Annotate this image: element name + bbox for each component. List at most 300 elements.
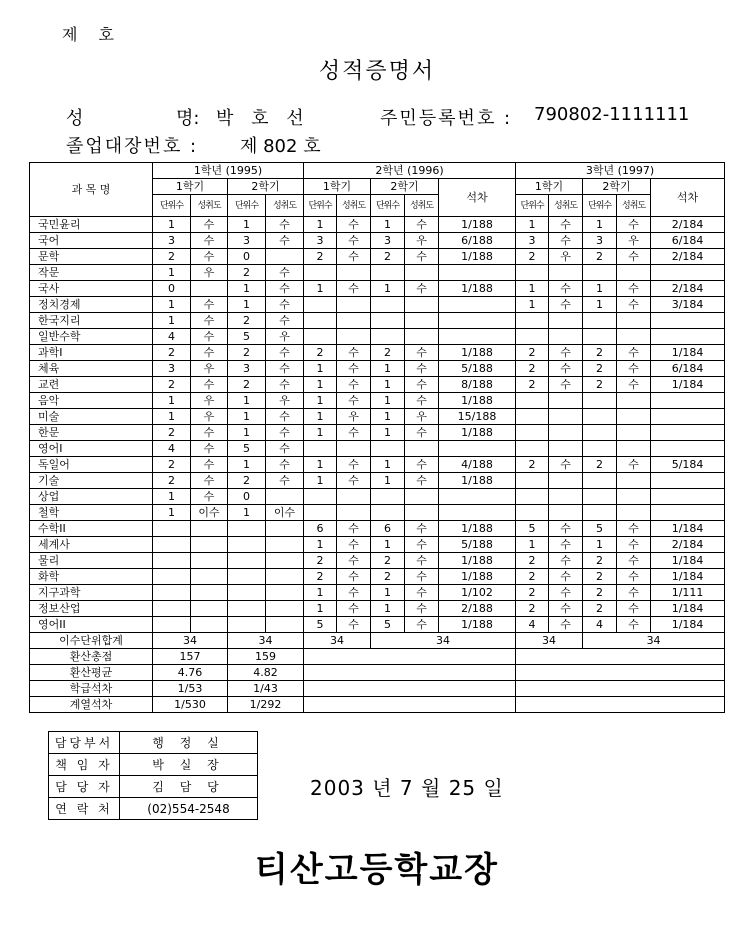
subject-name: 세계사 <box>30 537 153 553</box>
grade-cell: 수 <box>549 585 583 601</box>
rank-cell: 2/184 <box>651 249 725 265</box>
summary-row <box>30 697 725 713</box>
rank-cell: 1/188 <box>439 425 516 441</box>
rank-cell <box>439 329 516 345</box>
units-cell: 2 <box>516 361 549 377</box>
summary-label: 환산총점 <box>30 649 153 665</box>
grade-cell <box>405 265 439 281</box>
rank-cell: 1/184 <box>651 553 725 569</box>
grade-cell: 수 <box>549 217 583 233</box>
summary-value: 4.76 <box>153 665 228 681</box>
units-cell <box>516 409 549 425</box>
units-cell: 1 <box>153 505 191 521</box>
year-header: 2학년 (1996) <box>304 163 516 179</box>
units-cell: 1 <box>304 425 337 441</box>
grade-cell <box>337 297 371 313</box>
graduation-register-label: 졸업대장번호 : <box>66 136 199 157</box>
units-cell: 1 <box>371 281 405 297</box>
grade-cell <box>549 425 583 441</box>
grade-cell: 수 <box>617 345 651 361</box>
units-cell: 2 <box>583 457 617 473</box>
subject-name: 수학II <box>30 521 153 537</box>
units-cell: 3 <box>153 361 191 377</box>
grade-cell: 수 <box>266 313 304 329</box>
summary-value: 159 <box>228 649 304 665</box>
grade-cell: 수 <box>266 297 304 313</box>
grade-cell: 수 <box>405 617 439 633</box>
grade-cell: 수 <box>549 281 583 297</box>
units-cell <box>516 473 549 489</box>
subject-name: 문학 <box>30 249 153 265</box>
grade-cell: 수 <box>549 537 583 553</box>
grade-cell: 수 <box>405 361 439 377</box>
units-cell <box>371 265 405 281</box>
grade-cell <box>549 441 583 457</box>
units-cell: 2 <box>516 553 549 569</box>
table-row <box>30 393 725 409</box>
units-cell: 1 <box>304 601 337 617</box>
grade-cell: 수 <box>337 601 371 617</box>
units-cell <box>583 329 617 345</box>
grade-cell: 수 <box>405 377 439 393</box>
subject-name: 국사 <box>30 281 153 297</box>
units-cell <box>153 569 191 585</box>
grade-cell: 수 <box>337 249 371 265</box>
table-row <box>30 329 725 345</box>
grade-cell <box>617 441 651 457</box>
units-header: 단위수 <box>304 195 337 217</box>
grade-cell: 수 <box>405 585 439 601</box>
issue-date: 2003 년 7 월 25 일 <box>310 776 504 800</box>
rank-cell: 8/188 <box>439 377 516 393</box>
grade-cell: 수 <box>405 473 439 489</box>
rank-cell <box>651 505 725 521</box>
staff-role: 담 당 자 <box>49 776 120 798</box>
rank-cell <box>651 265 725 281</box>
rank-cell: 1/184 <box>651 377 725 393</box>
grade-cell <box>405 441 439 457</box>
summary-value: 1/530 <box>153 697 228 713</box>
rank-cell: 4/188 <box>439 457 516 473</box>
grade-cell: 수 <box>337 233 371 249</box>
units-cell <box>583 425 617 441</box>
staff-role: 책 임 자 <box>49 754 120 776</box>
rank-cell: 1/111 <box>651 585 725 601</box>
grade-cell <box>337 265 371 281</box>
grade-header: 성취도 <box>266 195 304 217</box>
grade-cell <box>405 297 439 313</box>
grade-cell: 수 <box>266 377 304 393</box>
grade-cell <box>266 489 304 505</box>
summary-value: 34 <box>304 633 371 649</box>
subject-name: 정치경제 <box>30 297 153 313</box>
units-cell: 2 <box>228 313 266 329</box>
subject-name: 음악 <box>30 393 153 409</box>
grade-cell: 우 <box>191 393 228 409</box>
staff-value: (02)554-2548 <box>120 798 258 820</box>
units-cell <box>304 505 337 521</box>
table-row <box>30 361 725 377</box>
rank-cell: 1/102 <box>439 585 516 601</box>
rank-cell: 2/184 <box>651 281 725 297</box>
semester-header: 1학기 <box>516 179 583 195</box>
staff-role: 담당부서 <box>49 732 120 754</box>
table-row <box>30 281 725 297</box>
rank-cell: 5/184 <box>651 457 725 473</box>
units-header: 단위수 <box>516 195 549 217</box>
summary-empty <box>304 681 516 697</box>
grade-cell: 수 <box>266 233 304 249</box>
grade-cell: 수 <box>617 361 651 377</box>
units-cell: 2 <box>583 601 617 617</box>
grade-cell: 이수 <box>266 505 304 521</box>
rank-cell: 2/184 <box>651 217 725 233</box>
units-cell: 1 <box>371 537 405 553</box>
units-cell <box>153 617 191 633</box>
units-cell <box>153 601 191 617</box>
grade-cell <box>337 313 371 329</box>
grade-cell: 수 <box>337 473 371 489</box>
grade-cell <box>191 537 228 553</box>
units-cell <box>371 489 405 505</box>
grade-cell: 수 <box>191 249 228 265</box>
units-cell: 2 <box>371 345 405 361</box>
rank-cell: 6/188 <box>439 233 516 249</box>
units-cell: 1 <box>371 361 405 377</box>
grade-cell: 수 <box>617 617 651 633</box>
grade-cell: 수 <box>191 425 228 441</box>
units-cell: 5 <box>583 521 617 537</box>
table-row <box>30 585 725 601</box>
staff-value: 박 실 장 <box>120 754 258 776</box>
rank-cell <box>651 473 725 489</box>
grade-cell <box>191 521 228 537</box>
units-cell: 2 <box>516 249 549 265</box>
grade-cell: 수 <box>617 521 651 537</box>
grade-cell: 수 <box>266 217 304 233</box>
units-cell: 1 <box>228 281 266 297</box>
grade-cell <box>617 489 651 505</box>
rank-cell: 15/188 <box>439 409 516 425</box>
subject-name: 한국지리 <box>30 313 153 329</box>
summary-empty <box>516 665 725 681</box>
units-cell <box>583 473 617 489</box>
grade-cell: 수 <box>549 569 583 585</box>
semester-header: 1학기 <box>304 179 371 195</box>
grade-cell: 수 <box>337 553 371 569</box>
units-cell: 2 <box>153 457 191 473</box>
units-cell: 2 <box>153 377 191 393</box>
summary-empty <box>304 665 516 681</box>
grade-cell <box>549 505 583 521</box>
units-cell: 0 <box>228 489 266 505</box>
grade-cell: 수 <box>405 569 439 585</box>
grade-cell: 수 <box>337 393 371 409</box>
grade-header: 성취도 <box>549 195 583 217</box>
grade-cell <box>549 489 583 505</box>
rank-cell: 2/184 <box>651 537 725 553</box>
units-cell <box>371 297 405 313</box>
grade-cell: 수 <box>405 601 439 617</box>
grade-cell: 수 <box>191 233 228 249</box>
rank-cell <box>651 441 725 457</box>
rank-cell: 1/188 <box>439 553 516 569</box>
semester-header: 1학기 <box>153 179 228 195</box>
summary-value: 157 <box>153 649 228 665</box>
grade-cell <box>266 521 304 537</box>
units-cell: 1 <box>304 457 337 473</box>
units-cell <box>304 441 337 457</box>
units-header: 단위수 <box>371 195 405 217</box>
grade-cell: 수 <box>617 553 651 569</box>
subject-name: 작문 <box>30 265 153 281</box>
rank-cell <box>439 505 516 521</box>
rank-cell <box>439 489 516 505</box>
units-cell <box>371 441 405 457</box>
units-cell: 0 <box>153 281 191 297</box>
units-cell: 6 <box>371 521 405 537</box>
units-cell: 1 <box>516 281 549 297</box>
units-cell <box>583 505 617 521</box>
summary-value: 1/43 <box>228 681 304 697</box>
staff-row <box>49 754 258 776</box>
table-row <box>30 601 725 617</box>
grade-cell <box>266 569 304 585</box>
grades-table <box>29 162 725 713</box>
grade-cell: 수 <box>337 457 371 473</box>
grade-cell <box>191 617 228 633</box>
subject-name: 영어II <box>30 617 153 633</box>
units-cell: 1 <box>153 489 191 505</box>
rank-cell: 1/188 <box>439 217 516 233</box>
subject-name: 상업 <box>30 489 153 505</box>
units-cell: 1 <box>371 393 405 409</box>
units-cell <box>583 441 617 457</box>
grade-cell <box>405 489 439 505</box>
units-cell <box>516 505 549 521</box>
grade-cell: 우 <box>191 361 228 377</box>
units-cell: 2 <box>583 585 617 601</box>
units-cell: 1 <box>228 425 266 441</box>
units-cell: 1 <box>516 537 549 553</box>
grade-cell: 우 <box>191 265 228 281</box>
units-cell: 1 <box>304 281 337 297</box>
units-cell: 1 <box>153 409 191 425</box>
grade-cell <box>191 601 228 617</box>
summary-value: 4.82 <box>228 665 304 681</box>
table-row <box>30 297 725 313</box>
summary-label: 이수단위합계 <box>30 633 153 649</box>
grade-cell: 수 <box>617 537 651 553</box>
grade-cell <box>549 313 583 329</box>
units-cell: 2 <box>304 569 337 585</box>
rrn-value: 790802-1111111 <box>534 104 690 125</box>
subject-name: 철학 <box>30 505 153 521</box>
rank-cell: 1/184 <box>651 345 725 361</box>
grade-cell <box>337 505 371 521</box>
grade-cell: 수 <box>549 233 583 249</box>
units-cell: 1 <box>304 217 337 233</box>
grade-cell: 수 <box>617 377 651 393</box>
grade-cell: 수 <box>266 441 304 457</box>
units-cell <box>583 409 617 425</box>
grade-cell: 수 <box>405 553 439 569</box>
grade-cell <box>405 505 439 521</box>
grade-cell: 수 <box>549 521 583 537</box>
grade-cell: 우 <box>549 249 583 265</box>
grade-cell: 수 <box>405 217 439 233</box>
grade-cell: 수 <box>549 457 583 473</box>
grade-cell <box>266 585 304 601</box>
units-cell: 1 <box>153 265 191 281</box>
grade-cell <box>617 313 651 329</box>
summary-label: 학급석차 <box>30 681 153 697</box>
grade-header: 성취도 <box>191 195 228 217</box>
rank-cell: 1/188 <box>439 569 516 585</box>
grade-cell: 수 <box>191 313 228 329</box>
year-header: 3학년 (1997) <box>516 163 725 179</box>
year-header: 1학년 (1995) <box>153 163 304 179</box>
subject-name: 기술 <box>30 473 153 489</box>
table-row <box>30 441 725 457</box>
units-cell <box>153 537 191 553</box>
units-cell: 1 <box>371 217 405 233</box>
grade-cell: 수 <box>617 601 651 617</box>
subject-name: 과학I <box>30 345 153 361</box>
units-cell: 1 <box>583 217 617 233</box>
grade-cell: 수 <box>617 457 651 473</box>
units-cell: 4 <box>153 329 191 345</box>
grade-cell <box>549 393 583 409</box>
grade-cell: 우 <box>266 329 304 345</box>
units-cell: 2 <box>304 345 337 361</box>
table-row <box>30 457 725 473</box>
subject-name: 화학 <box>30 569 153 585</box>
summary-value: 34 <box>228 633 304 649</box>
rank-cell <box>439 313 516 329</box>
grade-header: 성취도 <box>405 195 439 217</box>
units-cell: 1 <box>371 457 405 473</box>
summary-value: 1/292 <box>228 697 304 713</box>
units-cell: 2 <box>371 553 405 569</box>
units-cell <box>371 329 405 345</box>
grade-cell: 수 <box>191 377 228 393</box>
units-cell <box>583 489 617 505</box>
units-cell: 1 <box>304 377 337 393</box>
document-number: 제 호 <box>62 25 122 44</box>
grade-cell: 수 <box>337 537 371 553</box>
grade-cell <box>266 601 304 617</box>
units-cell: 1 <box>228 457 266 473</box>
grade-cell: 수 <box>191 489 228 505</box>
units-cell: 1 <box>371 409 405 425</box>
grade-cell: 우 <box>191 409 228 425</box>
rank-cell: 1/188 <box>439 521 516 537</box>
name-label: 성 <box>66 108 84 129</box>
grade-cell <box>191 553 228 569</box>
units-cell <box>228 585 266 601</box>
units-cell: 2 <box>371 569 405 585</box>
units-cell: 1 <box>228 505 266 521</box>
units-cell: 2 <box>583 249 617 265</box>
grade-cell: 수 <box>405 537 439 553</box>
units-cell: 1 <box>371 473 405 489</box>
grade-cell: 수 <box>266 281 304 297</box>
rrn-label: 주민등록번호 : <box>380 108 513 129</box>
units-cell: 2 <box>228 377 266 393</box>
page-title: 성적증명서 <box>318 59 436 84</box>
units-cell: 2 <box>153 345 191 361</box>
staff-row <box>49 732 258 754</box>
units-cell <box>304 313 337 329</box>
units-cell: 2 <box>228 265 266 281</box>
units-cell: 2 <box>304 249 337 265</box>
units-cell: 2 <box>516 457 549 473</box>
summary-row <box>30 633 725 649</box>
units-cell <box>304 329 337 345</box>
summary-value: 34 <box>583 633 725 649</box>
grade-cell: 수 <box>337 281 371 297</box>
grade-cell: 수 <box>266 409 304 425</box>
units-cell <box>516 313 549 329</box>
units-cell: 0 <box>228 249 266 265</box>
units-cell <box>371 505 405 521</box>
rank-cell: 1/188 <box>439 345 516 361</box>
summary-rows <box>30 633 725 713</box>
units-cell: 1 <box>371 601 405 617</box>
grade-cell: 수 <box>337 361 371 377</box>
units-cell: 2 <box>371 249 405 265</box>
grade-cell: 우 <box>337 409 371 425</box>
units-cell: 3 <box>228 361 266 377</box>
grade-cell: 수 <box>549 377 583 393</box>
units-cell: 2 <box>153 473 191 489</box>
units-cell: 2 <box>153 249 191 265</box>
staff-row <box>49 776 258 798</box>
grade-cell <box>191 281 228 297</box>
rank-cell <box>439 441 516 457</box>
grade-cell <box>191 569 228 585</box>
units-cell <box>228 601 266 617</box>
grade-cell <box>266 249 304 265</box>
units-cell <box>583 313 617 329</box>
table-row <box>30 377 725 393</box>
grade-cell: 수 <box>337 425 371 441</box>
summary-row <box>30 681 725 697</box>
grade-cell: 수 <box>405 425 439 441</box>
summary-value: 34 <box>516 633 583 649</box>
rank-header: 석차 <box>439 179 516 217</box>
table-row <box>30 409 725 425</box>
grade-cell: 수 <box>405 457 439 473</box>
units-cell: 1 <box>371 377 405 393</box>
grade-cell <box>337 441 371 457</box>
summary-row <box>30 665 725 681</box>
units-cell: 2 <box>304 553 337 569</box>
grade-rows <box>30 217 725 633</box>
subject-name: 일반수학 <box>30 329 153 345</box>
grade-cell: 수 <box>617 217 651 233</box>
units-cell: 3 <box>371 233 405 249</box>
staff-value: 행 정 실 <box>120 732 258 754</box>
units-cell: 1 <box>153 313 191 329</box>
summary-empty <box>304 649 516 665</box>
grade-cell: 수 <box>405 393 439 409</box>
units-cell: 2 <box>583 377 617 393</box>
units-cell: 1 <box>371 585 405 601</box>
graduation-register-number: 제 802 호 <box>240 136 321 157</box>
subject-name: 한문 <box>30 425 153 441</box>
